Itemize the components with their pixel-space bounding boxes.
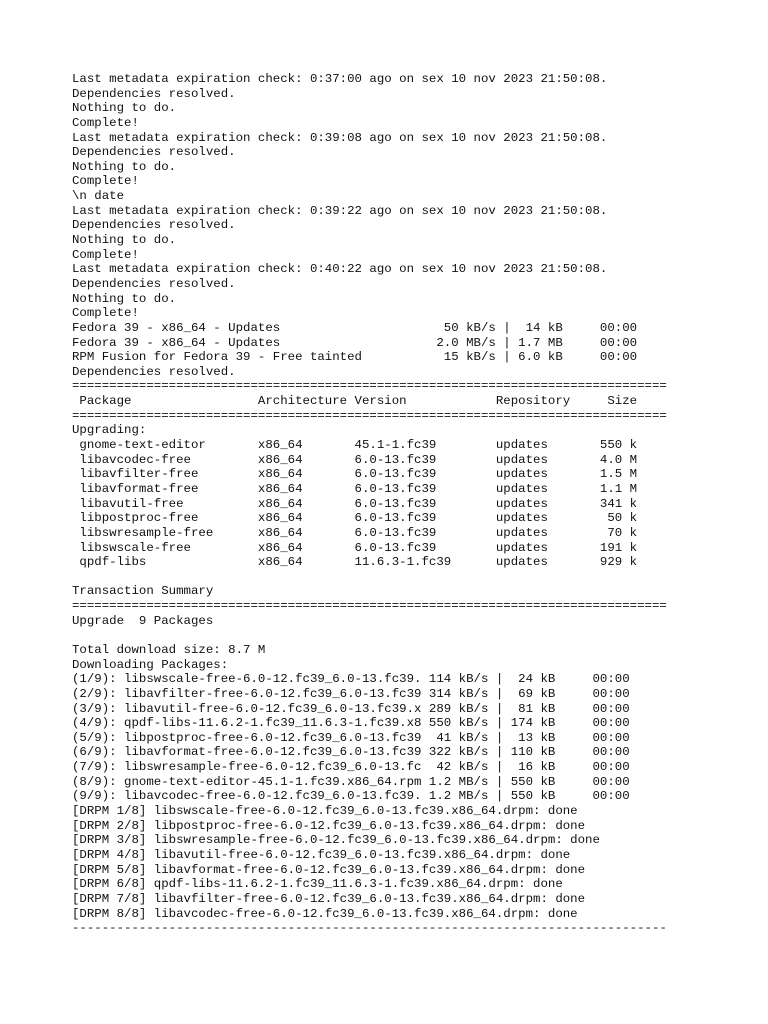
log-line: qpdf-libs x86_64 11.6.3-1.fc39 updates 929 k (72, 555, 638, 570)
log-line: Upgrading: (72, 423, 147, 438)
log-line: libpostproc-free x86_64 6.0-13.fc39 updates 50 k (72, 511, 638, 526)
log-line: (8/9): gnome-text-editor-45.1-1.fc39.x86_64.rpm 1.2 MB/s | 550 kB 00:00 (72, 774, 630, 789)
log-line: Fedora 39 - x86_64 - Updates 50 kB/s | 14 kB 00:00 (72, 320, 638, 335)
log-line: [DRPM 6/8] qpdf-libs-11.6.2-1.fc39_11.6.3-1.fc39.x86_64.drpm: done (72, 877, 563, 892)
log-line: Fedora 39 - x86_64 - Updates 2.0 MB/s | 1.7 MB 00:00 (72, 335, 638, 350)
log-line: Total download size: 8.7 M (72, 642, 266, 657)
log-line: Complete! (72, 306, 139, 321)
log-line: libswscale-free x86_64 6.0-13.fc39 updates 191 k (72, 540, 638, 555)
log-line (72, 628, 696, 643)
log-line: [DRPM 5/8] libavformat-free-6.0-12.fc39_6.0-13.fc39.x86_64.drpm: done (72, 862, 586, 877)
log-line: libswresample-free x86_64 6.0-13.fc39 updates 70 k (72, 525, 638, 540)
log-line: Last metadata expiration check: 0:40:22 ago on sex 10 nov 2023 21:50:08. (72, 262, 608, 277)
log-line: Complete! (72, 174, 139, 189)
log-line: ================================================================================ (72, 408, 667, 423)
log-line: (7/9): libswresample-free-6.0-12.fc39_6.0-13.fc 42 kB/s | 16 kB 00:00 (72, 760, 630, 775)
log-line: libavfilter-free x86_64 6.0-13.fc39 updates 1.5 M (72, 467, 638, 482)
log-line: Last metadata expiration check: 0:37:00 ago on sex 10 nov 2023 21:50:08. (72, 72, 608, 86)
log-line: Dependencies resolved. (72, 218, 236, 233)
log-line: ================================================================================ (72, 599, 667, 614)
log-line: [DRPM 2/8] libpostproc-free-6.0-12.fc39_6.0-13.fc39.x86_64.drpm: done (72, 818, 586, 833)
log-line: \n date (72, 189, 125, 204)
log-line: gnome-text-editor x86_64 45.1-1.fc39 updates 550 k (72, 438, 638, 453)
log-line: [DRPM 7/8] libavfilter-free-6.0-12.fc39_6.0-13.fc39.x86_64.drpm: done (72, 891, 586, 906)
log-line: [DRPM 1/8] libswscale-free-6.0-12.fc39_6.0-13.fc39.x86_64.drpm: done (72, 804, 578, 819)
log-line: Dependencies resolved. (72, 364, 236, 379)
log-line (72, 570, 696, 585)
log-line: Complete! (72, 115, 139, 130)
log-line: (3/9): libavutil-free-6.0-12.fc39_6.0-13.fc39.x 289 kB/s | 81 kB 00:00 (72, 701, 630, 716)
log-line: Nothing to do. (72, 233, 177, 248)
log-line: (5/9): libpostproc-free-6.0-12.fc39_6.0-13.fc39 41 kB/s | 13 kB 00:00 (72, 730, 630, 745)
log-line: Dependencies resolved. (72, 86, 236, 101)
log-line: [DRPM 8/8] libavcodec-free-6.0-12.fc39_6.0-13.fc39.x86_64.drpm: done (72, 906, 578, 921)
log-line: [DRPM 3/8] libswresample-free-6.0-12.fc39_6.0-13.fc39.x86_64.drpm: done (72, 833, 600, 848)
log-line: Last metadata expiration check: 0:39:22 ago on sex 10 nov 2023 21:50:08. (72, 203, 608, 218)
log-line: (4/9): qpdf-libs-11.6.2-1.fc39_11.6.3-1.fc39.x8 550 kB/s | 174 kB 00:00 (72, 716, 630, 731)
log-line: Nothing to do. (72, 159, 177, 174)
log-line: (1/9): libswscale-free-6.0-12.fc39_6.0-13.fc39. 114 kB/s | 24 kB 00:00 (72, 672, 630, 687)
terminal-log (72, 72, 696, 936)
log-line: Transaction Summary (72, 584, 214, 599)
log-line: Dependencies resolved. (72, 276, 236, 291)
log-line: Downloading Packages: (72, 657, 229, 672)
log-line: libavformat-free x86_64 6.0-13.fc39 updates 1.1 M (72, 481, 638, 496)
log-line: -------------------------------------------------------------------------------- (72, 921, 667, 936)
log-line: libavutil-free x86_64 6.0-13.fc39 updates 341 k (72, 496, 638, 511)
log-line: Package Architecture Version Repository Size (72, 394, 638, 409)
log-line: Last metadata expiration check: 0:39:08 ago on sex 10 nov 2023 21:50:08. (72, 130, 608, 145)
log-line: Upgrade 9 Packages (72, 613, 214, 628)
log-line: [DRPM 4/8] libavutil-free-6.0-12.fc39_6.0-13.fc39.x86_64.drpm: done (72, 847, 571, 862)
log-line: Nothing to do. (72, 291, 177, 306)
log-line: ================================================================================ (72, 379, 667, 394)
log-line: (2/9): libavfilter-free-6.0-12.fc39_6.0-13.fc39 314 kB/s | 69 kB 00:00 (72, 686, 630, 701)
log-line: Dependencies resolved. (72, 145, 236, 160)
log-line: RPM Fusion for Fedora 39 - Free tainted 15 kB/s | 6.0 kB 00:00 (72, 350, 638, 365)
log-line: (9/9): libavcodec-free-6.0-12.fc39_6.0-13.fc39. 1.2 MB/s | 550 kB 00:00 (72, 789, 630, 804)
log-line: (6/9): libavformat-free-6.0-12.fc39_6.0-13.fc39 322 kB/s | 110 kB 00:00 (72, 745, 630, 760)
log-line: Nothing to do. (72, 101, 177, 116)
log-line: Complete! (72, 247, 139, 262)
log-line: libavcodec-free x86_64 6.0-13.fc39 updates 4.0 M (72, 452, 638, 467)
